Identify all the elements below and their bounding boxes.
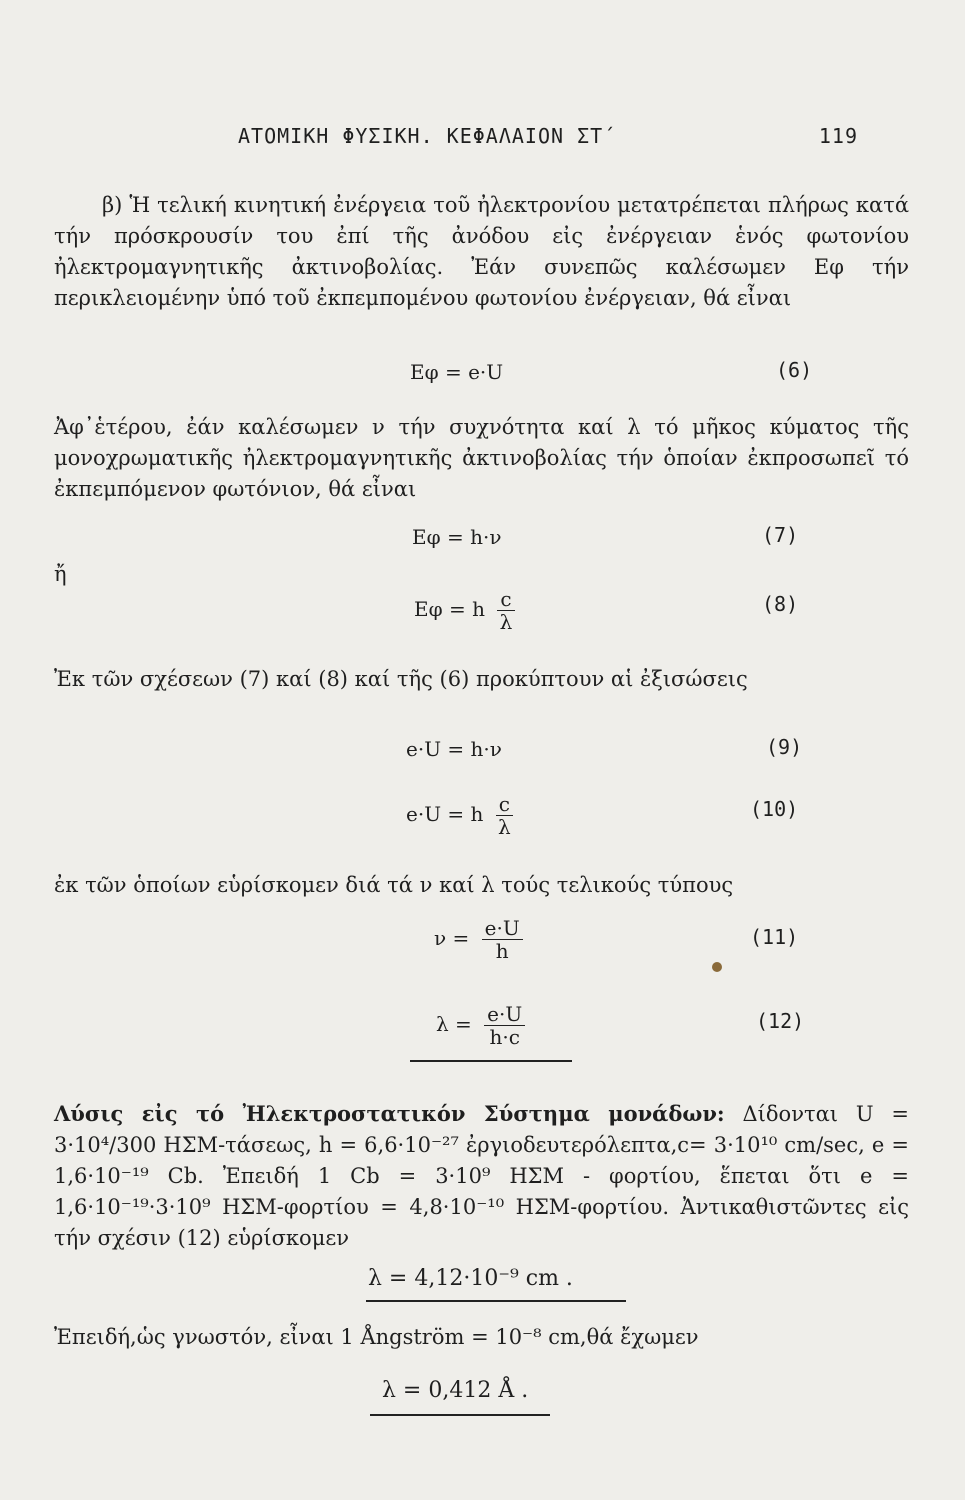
equation-rhs: =	[452, 926, 470, 950]
equation-10	[406, 793, 513, 838]
equation-9	[406, 737, 502, 761]
fraction	[484, 1003, 525, 1048]
equation-lhs: e·U	[406, 802, 442, 826]
fraction-denominator: h·c	[489, 1025, 520, 1049]
equation-rhs: = h	[447, 802, 484, 826]
paragraph-1: β) Ἡ τελική κινητική ἐνέργεια τοῦ ἠλεκτρονίου μετατρέπεται πλήρως κατά τήν πρόσκρουσίν του ἐπί τῆς ἀνόδου εἰς ἐνέργειαν ἑνός φωτονίου ἠλεκτρομαγνητικῆς ἀκτινοβολίας. Ἐάν συνεπῶς καλέσωμεν Eφ τήν περικλειομένην ὑπό τοῦ ἐκπεμπομένου φωτονίου ἐνέργειαν, θά εἶναι	[54, 193, 909, 310]
fraction-numerator: c	[496, 793, 513, 816]
equation-lhs: Eφ	[410, 360, 439, 384]
fraction	[497, 588, 514, 633]
equation-rhs: =	[455, 1012, 472, 1036]
paragraph-2: Ἀφ᾽ἑτέρου, ἐάν καλέσωμεν ν τήν συχνότητα καί λ τό μῆκος κύματος τῆς μονοχρωματικῆς ἠλεκτρομαγνητικῆς ἀκτινοβολίας τήν ὁποίαν ἐκπροσωπεῖ τό ἐκπεμπόμενον φωτόνιον, θά εἶναι	[54, 415, 909, 501]
equation-number: (12)	[756, 1009, 805, 1033]
fraction-numerator: e·U	[484, 1003, 525, 1026]
fraction-numerator: e·U	[482, 917, 523, 940]
equation-7	[412, 525, 501, 549]
fraction-denominator: λ	[498, 815, 511, 839]
fraction-numerator: c	[497, 588, 514, 611]
fraction-denominator: h	[495, 939, 509, 963]
page-number: 119	[818, 124, 858, 148]
equation-number: (8)	[762, 592, 799, 616]
equation-number: (6)	[776, 358, 813, 382]
or-word: ἤ	[54, 562, 67, 586]
underline-rule	[370, 1414, 550, 1416]
solution-text: Δίδονται U = 3·10⁴/300 ΗΣΜ-τάσεως, h = 6,6·10⁻²⁷ ἐργιοδευτερόλεπτα,c= 3·10¹⁰ cm/sec, e = 1,6·10⁻¹⁹ Cb. Ἐπειδή 1 Cb = 3·10⁹ ΗΣΜ - φορτίου, ἕπεται ὅτι e = 1,6·10⁻¹⁹·3·10⁹ ΗΣΜ-φορτίου = 4,8·10⁻¹⁰ ΗΣΜ-φορτίου. Ἀντικαθιστῶντες εἰς τήν σχέσιν (12) εὑρίσκομεν	[54, 1102, 909, 1250]
equation-rhs: = h·ν	[446, 525, 502, 549]
paragraph-5	[54, 1098, 909, 1254]
result-wavelength-cm: λ = 4,12·10⁻⁹ cm .	[368, 1266, 573, 1291]
equation-number: (11)	[750, 925, 799, 949]
underline-rule	[410, 1060, 572, 1062]
equation-lhs: e·U	[406, 737, 442, 761]
equation-number: (7)	[762, 523, 799, 547]
fraction-denominator: λ	[499, 610, 513, 634]
equation-lhs: ν	[434, 926, 447, 950]
equation-lhs: Eφ	[414, 597, 443, 621]
equation-number: (9)	[766, 735, 803, 759]
equation-rhs: = e·U	[444, 360, 504, 384]
fraction	[482, 917, 523, 962]
result-wavelength-angstrom: λ = 0,412 Å .	[382, 1378, 529, 1403]
equation-number: (10)	[750, 797, 799, 821]
equation-lhs: Eφ	[412, 525, 441, 549]
equation-8	[414, 588, 515, 633]
solution-heading: Λύσις εἰς τό Ἠλεκτροστατικόν Σύστημα μονάδων:	[54, 1101, 725, 1126]
equation-rhs: = h	[448, 597, 485, 621]
paragraph-6: Ἐπειδή,ὡς γνωστόν, εἶναι 1 Ångström = 10⁻⁸ cm,θά ἔχωμεν	[54, 1325, 699, 1349]
underline-rule	[366, 1300, 626, 1302]
equation-6	[410, 360, 503, 384]
ink-spot	[712, 962, 722, 972]
equation-lhs: λ	[436, 1012, 449, 1036]
paragraph-3: Ἐκ τῶν σχέσεων (7) καί (8) καί τῆς (6) προκύπτουν αἱ ἐξισώσεις	[54, 667, 748, 691]
fraction	[496, 793, 513, 838]
equation-rhs: = h·ν	[447, 737, 502, 761]
chapter-title: ΑΤΟΜΙΚΗ ΦΥΣΙΚΗ. ΚΕΦΑΛΑΙΟΝ ΣΤ΄	[238, 124, 617, 148]
equation-12	[436, 1003, 525, 1048]
equation-11	[434, 917, 523, 962]
paragraph-4: ἐκ τῶν ὁποίων εὑρίσκομεν διά τά ν καί λ τούς τελικούς τύπους	[54, 873, 734, 897]
